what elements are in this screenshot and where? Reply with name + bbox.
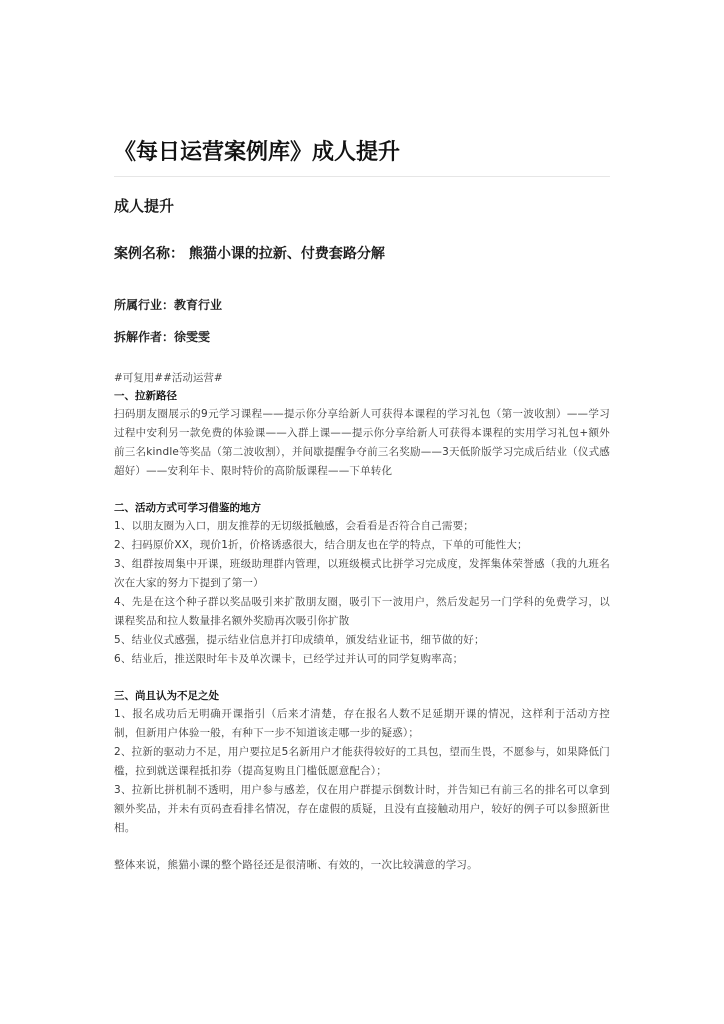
- list-item: 5、结业仪式感强，提示结业信息并打印成绩单，颁发结业证书，细节做的好；: [114, 634, 485, 646]
- tags: #可复用##活动运营#: [114, 372, 223, 384]
- list-item: 2、扫码原价XX，现价1折，价格诱惑很大，结合朋友也在学的特点，下单的可能性大；: [114, 539, 528, 551]
- industry-label: 所属行业：教育行业: [114, 298, 223, 312]
- list-item: 2、拉新的驱动力不足，用户要拉足5名新用户才能获得较好的工具包，望而生畏，不愿参与，如果降低门槛，拉到就送课程抵扣券（提高复购且门槛低愿意配合）；: [114, 746, 610, 777]
- case-name: 案例名称： 熊猫小课的拉新、付费套路分解: [114, 246, 385, 262]
- list-item: 1、以朋友圈为入口，朋友推荐的无切级抵触感，会看看是否符合自己需要；: [114, 520, 474, 532]
- list-item: 3、拉新比拼机制不透明，用户参与感差，仅在用户群提示倒数计时，并告知已有前三名的排名可以拿到额外奖品，并未有页码查看排名情况，存在虚假的质疑，且没有直接触动用户，较好的例子可以参照新世相。: [114, 784, 610, 834]
- document-title: 《每日运营案例库》成人提升: [114, 138, 610, 177]
- document-page: [114, 138, 610, 875]
- list-item: 4、先是在这个种子群以奖品吸引来扩散朋友圈，吸引下一波用户，然后发起另一门学科的免费学习，以课程奖品和拉人数量排名额外奖励再次吸引你扩散: [114, 596, 610, 627]
- list-item: 1、报名成功后无明确开课指引（后来才清楚，存在报名人数不足延期开课的情况，这样利于活动方控制，但新用户体验一般，有种下一步不知道该走哪一步的疑惑）；: [114, 708, 610, 739]
- section-title: 成人提升: [114, 197, 175, 215]
- author-label: 拆解作者：徐雯雯: [114, 330, 211, 344]
- conclusion: 整体来说，熊猫小课的整个路径还是很清晰、有效的，一次比较满意的学习。: [114, 859, 478, 871]
- part3-heading: 三、尚且认为不足之处: [114, 690, 219, 702]
- part1-text: 扫码朋友圈展示的9元学习课程——提示你分享给新人可获得本课程的学习礼包（第一波收割）——学习过程中安利另一款免费的体验课——入群上课——提示你分享给新人可获得本课程的实用学习礼包+额外前三名kindle等奖品（第二波收割），并间歇提醒争夺前三名奖励——3天低阶版学习完成后结业（仪式感超好）——安利年卡、限时特价的高阶版课程——下单转化: [114, 408, 610, 477]
- part2-heading: 二、活动方式可学习借鉴的地方: [114, 502, 261, 514]
- list-item: 6、结业后，推送限时年卡及单次课卡，已经学过并认可的同学复购率高；: [114, 653, 464, 665]
- part1-heading: 一、拉新路径: [114, 390, 177, 402]
- list-item: 3、组群按周集中开课，班级助理群内管理，以班级模式比拼学习完成度，发挥集体荣誉感（我的九班名次在大家的努力下提到了第一）: [114, 558, 610, 589]
